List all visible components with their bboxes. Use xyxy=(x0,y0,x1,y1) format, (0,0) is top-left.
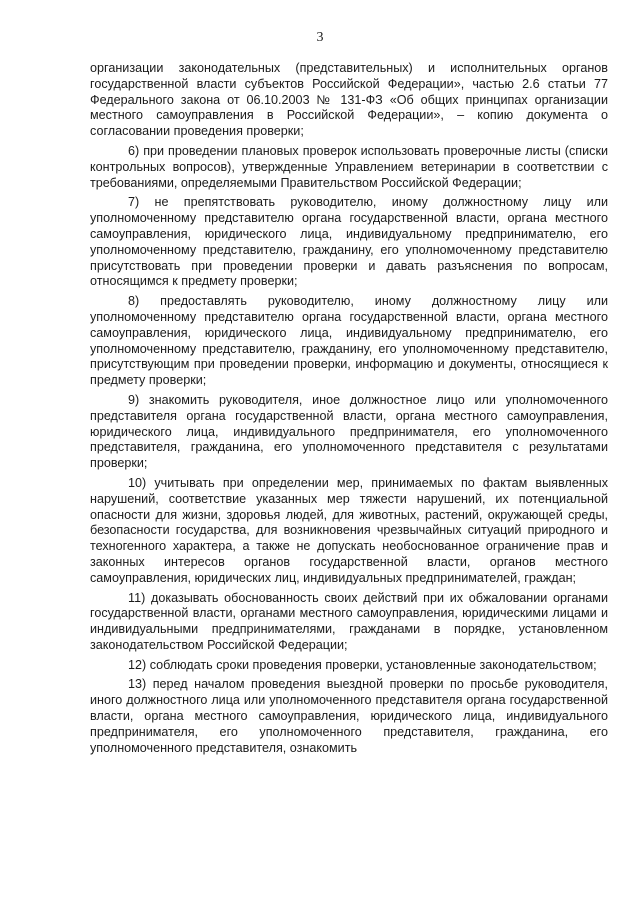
paragraph-item-7: 7) не препятствовать руководителю, иному должностному лицу или уполномоченному представителю органа государственной власти, органа местного самоуправления, юридического лица, индивидуальному предпринимателю, его уполномоченному представителю, гражданину, его уполномоченному представителю присутствовать при проведении проверки и давать разъяснения по вопросам, относящимся к предмету проверки; xyxy=(90,195,608,289)
paragraph-continuation: организации законодательных (представительных) и исполнительных органов государственной власти субъектов Российской Федерации», частью 2.6 статьи 77 Федерального закона от 06.10.2003 № 131-ФЗ «Об общих принципах организации местного самоуправления в Российской Федерации», – копию документа о согласовании проведения проверки; xyxy=(90,61,608,139)
paragraph-item-6: 6) при проведении плановых проверок использовать проверочные листы (списки контрольных вопросов), утвержденные Управлением ветеринарии в соответствии с требованиями, определяемыми Правительством Российской Федерации; xyxy=(90,143,608,190)
paragraph-item-11: 11) доказывать обоснованность своих действий при их обжаловании органами государственной власти, органами местного самоуправления, юридическими лицами и индивидуальными предпринимателями, гражданами в порядке, установленном законодательством Российской Федерации; xyxy=(90,590,608,652)
paragraph-item-8: 8) предоставлять руководителю, иному должностному лицу или уполномоченному представителю органа государственной власти, органа местного самоуправления, юридического лица, индивидуальному предпринимателю, его уполномоченному представителю, гражданину, его уполномоченному представителю, присутствующим при проведении проверки, информацию и документы, относящиеся к предмету проверки; xyxy=(90,294,608,388)
paragraph-item-9: 9) знакомить руководителя, иное должностное лицо или уполномоченного представителя органа государственной власти, органа местного самоуправления, юридического лица, индивидуального предпринимателя, его уполномоченного представителя, гражданина, его уполномоченного представителя с результатами проверки; xyxy=(90,392,608,471)
paragraph-item-12: 12) соблюдать сроки проведения проверки, установленные законодательством; xyxy=(128,657,597,672)
paragraph-item-13: 13) перед началом проведения выездной проверки по просьбе руководителя, иного должностного лица или уполномоченного представителя органа государственной власти, органа местного самоуправления, юридического лица, индивидуального предпринимателя, его уполномоченного представителя, гражданина, его уполномоченного представителя, ознакомить xyxy=(90,677,608,755)
document-body xyxy=(90,61,608,756)
paragraph-item-10: 10) учитывать при определении мер, принимаемых по фактам выявленных нарушений, соответствие указанных мер тяжести нарушений, их потенциальной опасности для жизни, здоровья людей, для животных, растений, окружающей среды, безопасности государства, для возникновения чрезвычайных ситуаций природного и техногенного характера, а также не допускать необоснованное ограничение прав и законных интересов органов государственной власти, органов местного самоуправления, юридических лиц, индивидуальных предпринимателей, граждан; xyxy=(90,475,608,585)
page-number: 3 xyxy=(316,30,324,45)
